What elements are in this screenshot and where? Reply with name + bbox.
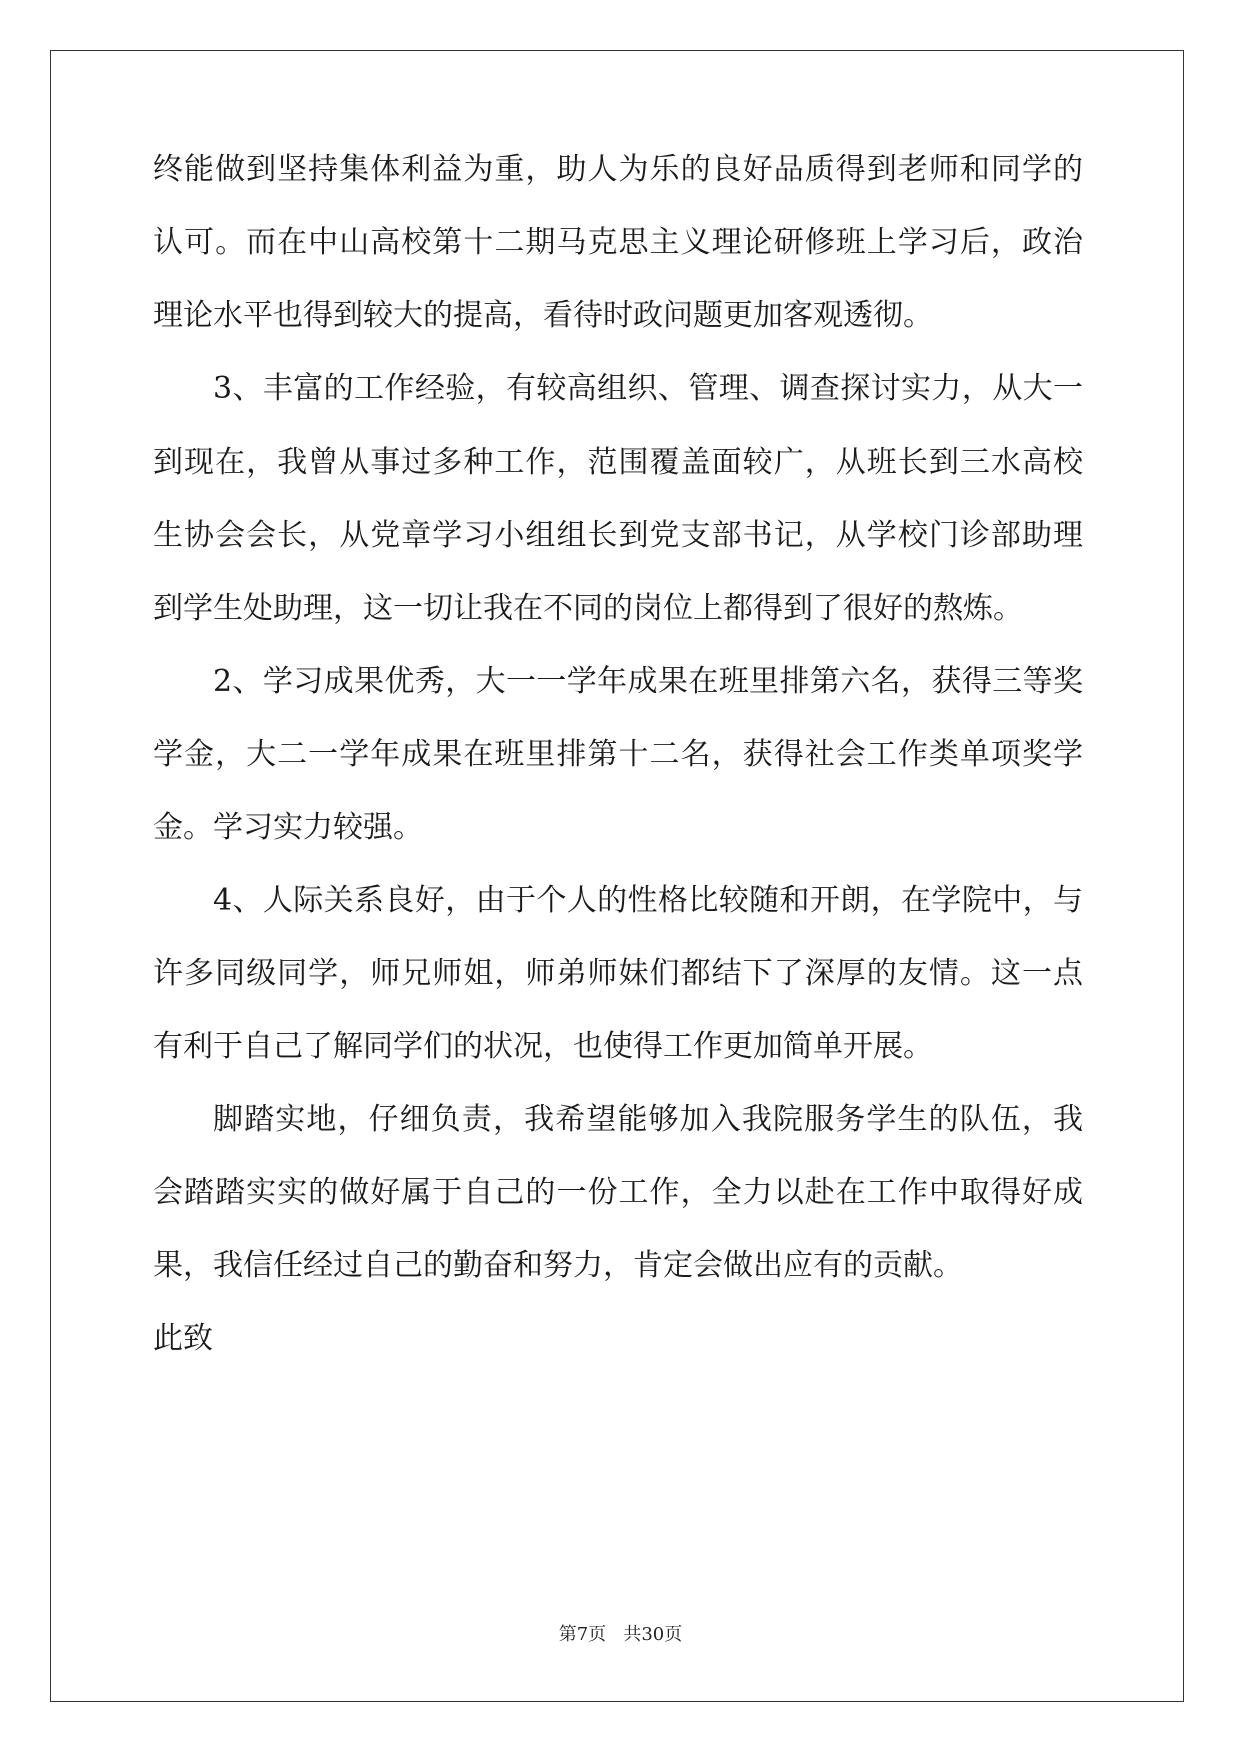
paragraph-5-line-2: 会踏踏实实的做好属于自己的一份工作，全力以赴在工作中取得好成 — [153, 1175, 1083, 1210]
paragraph-2-line-1: 3、丰富的工作经验，有较高组织、管理、调查探讨实力，从大一 — [213, 371, 1083, 406]
paragraph-2-line-3: 生协会会长，从党章学习小组组长到党支部书记，从学校门诊部助理 — [153, 518, 1083, 553]
paragraph-3-line-2: 学金，大二一学年成果在班里排第十二名，获得社会工作类单项奖学 — [153, 737, 1083, 772]
page-footer: 第7页 共30页 — [558, 1624, 683, 1645]
closing-salutation: 此致 — [153, 1321, 213, 1356]
paragraph-4-line-3: 有利于自己了解同学们的状况，也使得工作更加简单开展。 — [153, 1029, 933, 1064]
paragraph-2-line-4: 到学生处助理，这一切让我在不同的岗位上都得到了很好的熬炼。 — [153, 591, 1023, 626]
paragraph-1-line-3: 理论水平也得到较大的提高，看待时政问题更加客观透彻。 — [153, 298, 933, 333]
paragraph-4-line-1: 4、人际关系良好，由于个人的性格比较随和开朗，在学院中，与 — [213, 883, 1083, 918]
paragraph-2-line-2: 到现在，我曾从事过多种工作，范围覆盖面较广，从班长到三水高校 — [153, 445, 1083, 480]
paragraph-3-line-1: 2、学习成果优秀，大一一学年成果在班里排第六名，获得三等奖 — [213, 664, 1083, 699]
paragraph-3-line-3: 金。学习实力较强。 — [153, 810, 423, 845]
paragraph-1-line-2: 认可。而在中山高校第十二期马克思主义理论研修班上学习后，政治 — [153, 225, 1083, 260]
paragraph-5-line-1: 脚踏实地，仔细负责，我希望能够加入我院服务学生的队伍，我 — [213, 1102, 1083, 1137]
paragraph-1-line-1: 终能做到坚持集体利益为重，助人为乐的良好品质得到老师和同学的 — [153, 152, 1083, 187]
paragraph-4-line-2: 许多同级同学，师兄师姐，师弟师妹们都结下了深厚的友情。这一点 — [153, 956, 1083, 991]
paragraph-5-line-3: 果，我信任经过自己的勤奋和努力，肯定会做出应有的贡献。 — [153, 1248, 963, 1283]
